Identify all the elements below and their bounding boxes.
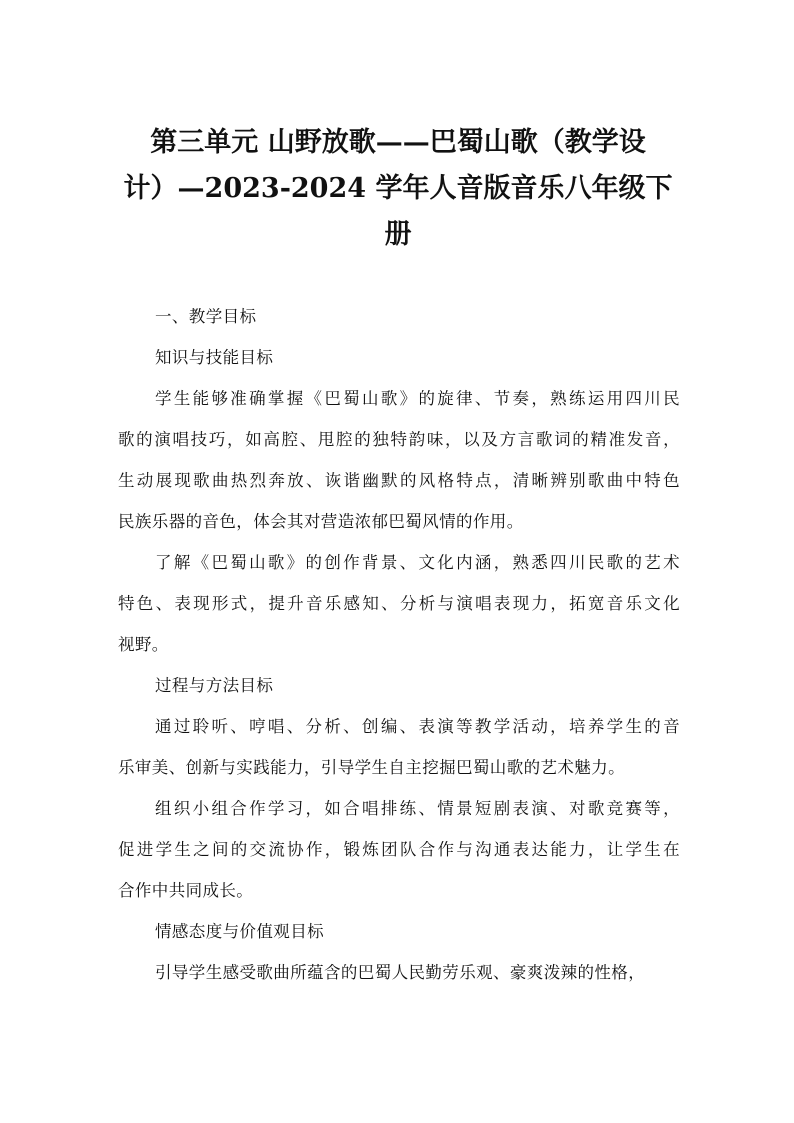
text-line: 一、教学目标 — [155, 307, 257, 326]
text-line: 民族乐器的音色，体会其对营造浓郁巴蜀风情的作用。 — [118, 512, 524, 531]
paragraph — [118, 378, 680, 542]
text-line: 促进学生之间的交流协作，锻炼团队合作与沟通表达能力，让学生在 — [118, 840, 680, 859]
text-line: 合作中共同成长。 — [118, 881, 254, 900]
paragraph — [118, 706, 680, 788]
text-line: 引导学生感受歌曲所蕴含的巴蜀人民勤劳乐观、豪爽泼辣的性格， — [155, 963, 646, 982]
text-line: 通过聆听、哼唱、分析、创编、表演等教学活动，培养学生的音 — [155, 717, 680, 736]
text-line: 生动展现歌曲热烈奔放、诙谐幽默的风格特点，清晰辨别歌曲中特色 — [118, 471, 680, 490]
text-line: 特色、表现形式，提升音乐感知、分析与演唱表现力，拓宽音乐文化 — [118, 594, 680, 613]
text-line: 视野。 — [118, 635, 169, 654]
paragraph — [118, 542, 680, 665]
text-line: 歌的演唱技巧，如高腔、甩腔的独特韵味，以及方言歌词的精准发音， — [118, 430, 680, 449]
document-title — [118, 120, 678, 258]
text-line: 知识与技能目标 — [155, 348, 274, 367]
text-line: 情感态度与价值观目标 — [155, 922, 324, 941]
text-line: 组织小组合作学习，如合唱排练、情景短剧表演、对歌竞赛等， — [155, 799, 680, 818]
subsection-heading — [118, 665, 680, 706]
subsection-heading — [118, 911, 680, 952]
text-line: 了解《巴蜀山歌》的创作背景、文化内涵，熟悉四川民歌的艺术 — [155, 553, 680, 572]
title-line: 计）—2023-2024 学年人音版音乐八年级下 — [123, 173, 673, 204]
paragraph — [118, 952, 680, 993]
text-line: 学生能够准确掌握《巴蜀山歌》的旋律、节奏，熟练运用四川民 — [155, 389, 680, 408]
text-line: 过程与方法目标 — [155, 676, 274, 695]
text-line: 乐审美、创新与实践能力，引导学生自主挖掘巴蜀山歌的艺术魅力。 — [118, 758, 625, 777]
title-line: 册 — [384, 219, 412, 250]
document-body — [118, 296, 680, 993]
title-line: 第三单元 山野放歌——巴蜀山歌（教学设 — [150, 127, 646, 158]
paragraph — [118, 788, 680, 911]
section-heading — [118, 296, 680, 337]
subsection-heading — [118, 337, 680, 378]
